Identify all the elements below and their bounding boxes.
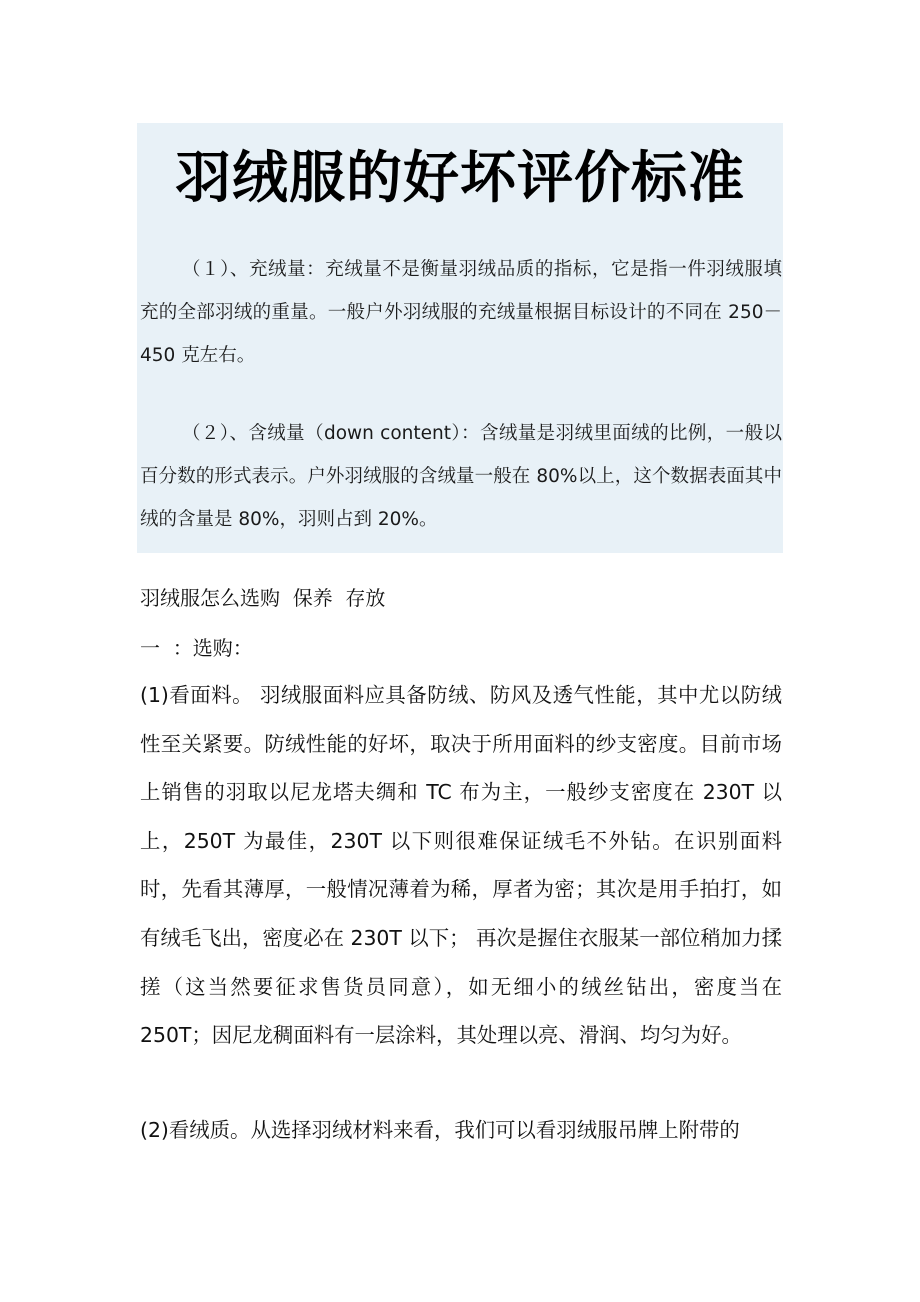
fill-weight-paragraph: （１）、充绒量：充绒量不是衡量羽绒品质的指标，它是指一件羽绒服填充的全部羽绒的重量。一般户外羽绒服的充绒量根据目标设计的不同在 250－450 克左右。: [140, 259, 782, 366]
section-subheading: 羽绒服怎么选购 保养 存放: [140, 586, 386, 610]
document-title: 羽绒服的好坏评价标准: [175, 146, 745, 211]
fabric-paragraph: (1)看面料。 羽绒服面料应具备防绒、防风及透气性能，其中尤以防绒性至关紧要。防绒性能的好坏，取决于所用面料的纱支密度。目前市场上销售的羽取以尼龙塔夫绸和 TC 布为主，一般纱支密度在 230T 以上，250T 为最佳，230T 以下则很难保证绒毛不外钻。在识别面料时，先看其薄厚，一般情况薄着为稀，厚者为密；其次是用手拍打，如有绒毛飞出，密度必在 230T 以下； 再次是握住衣服某一部位稍加力揉搓（这当然要征求售货员同意），如无细小的绒丝钻出，密度当在 250T；因尼龙稠面料有一层涂料，其处理以亮、滑润、均匀为好。: [140, 683, 782, 1048]
down-content-paragraph: （２）、含绒量（down content）：含绒量是羽绒里面绒的比例，一般以百分数的形式表示。户外羽绒服的含绒量一般在 80%以上，这个数据表面其中绒的含量是 80%，羽则占到 20%。: [140, 423, 782, 530]
purchase-heading: 一 ：选购：: [140, 636, 253, 660]
down-quality-paragraph: (2)看绒质。从选择羽绒材料来看，我们可以看羽绒服吊牌上附带的: [140, 1118, 740, 1142]
